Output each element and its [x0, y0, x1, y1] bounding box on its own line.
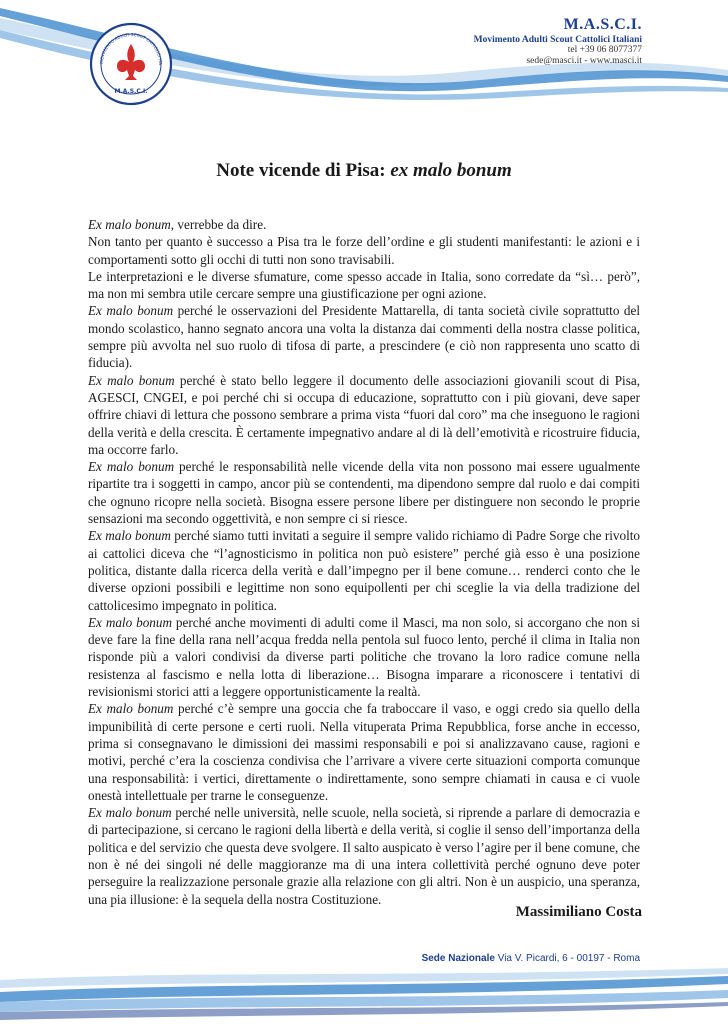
paragraph: [88, 233, 640, 268]
paragraph-text: perché le osservazioni del Presidente Mattarella, di tanta società civile soprattutto del mondo scolastico, hanno segnato ancora una volta la distanza dai commenti della nostra classe politica, sempre più avvolta nel suo ruolo di tifosa di parte, a prescindere (e ciò non rappresenta uno scatto di fiducia).: [88, 303, 640, 371]
document-title: [0, 160, 728, 182]
logo-label: M.A.S.C.I.: [114, 88, 148, 95]
paragraph: [88, 268, 640, 303]
paragraph: [88, 458, 640, 527]
article-body: [88, 216, 640, 908]
footer-label: Sede Nazionale: [421, 953, 495, 964]
paragraph-text: perché nelle università, nelle scuole, nella società, si riprende a parlare di democrazia e di partecipazione, si cercano le ragioni della libertà e della verità, si coglie il senso dell’importanza della politica e del servizio che questa deve svolgere. Il salto auspicato è verso l’agire per il bene comune, che non è né dei singoli né delle maggioranze ma di una intera collettività perché ognuno deve poter perseguire la realizzazione personale grazie alla relazione con gli altri. Non è un auspicio, una speranza, una pia illusione: è la sequela della nostra Costituzione.: [88, 805, 640, 907]
paragraph-lead: Ex malo bonum: [88, 459, 175, 475]
footer-address: [422, 953, 640, 964]
paragraph: [88, 527, 640, 613]
footer-address-text: Via V. Picardi, 6 - 00197 - Roma: [494, 953, 640, 964]
paragraph-text: perché anche movimenti di adulti come il Masci, ma non solo, si accorgano che non si deve fare la fine della rana nell’acqua fredda nella pentola sul fuoco lento, perché il clima in Italia non risponde più a valori condivisi da diverse parti politiche che trovano la loro radice comune nella resistenza al fascismo e nella lotta di liberazione… Bisogna imparare a riconoscere i tentativi di revisionismi storici atti a leggere opportunisticamente la realtà.: [88, 614, 641, 700]
paragraph-lead: Ex malo bonum: [88, 805, 172, 821]
paragraph: [88, 372, 640, 458]
paragraph-text: perché siamo tutti invitati a seguire il sempre valido richiamo di Padre Sorge che rivolto ai cattolici diceva che “l’agnosticismo in politica non può esistere” perché già esso è una posizione politica, distante dalla ricerca della verità e dall’impegno per il bene comune… renderci conto che le diverse opzioni possibili e legittime non sono equipollenti per chi sceglie la via della tradizione del cattolicesimo impegnato in politica.: [88, 528, 640, 613]
title-italic: ex malo bonum: [390, 160, 512, 181]
paragraph: [88, 614, 640, 700]
paragraph-lead: Ex malo bonum: [88, 303, 174, 319]
paragraph: [88, 216, 640, 233]
org-name: M.A.S.C.I.: [563, 16, 642, 33]
paragraph-lead: Ex malo bonum: [88, 217, 171, 232]
paragraph-lead: Ex malo bonum: [88, 372, 175, 388]
paragraph-text: perché è stato bello leggere il documento delle associazioni giovanili scout di Pisa, AGESCI, CNGEI, e poi perché chi si occupa di educazione, soprattutto con i più giovani, deve saper offrire chiavi di lettura che possono sembrare a prima vista “fuori dal coro” ma che inseguono le ragioni della verità e della crescita. È certamente impegnativo andare al di là dell’emotività e ricostruire fiducia, ma occorre farlo.: [88, 372, 640, 457]
paragraph-text: , verrebbe da dire.: [170, 217, 267, 232]
paragraph: [88, 804, 640, 908]
logo-ring-text: MOVIMENTO ADULTI SCOUT CATTOLICI ITA: [98, 31, 164, 66]
paragraph-lead: Ex malo bonum: [88, 614, 172, 630]
paragraph: [88, 302, 640, 371]
paragraph-text: perché c’è sempre una goccia che fa traboccare il vaso, e oggi credo sia quello della impunibilità di certe persone e certi ruoli. Nella vituperata Prima Repubblica, forse anche in eccesso, prima si consegnavano le dimissioni dei massimi responsabili e poi si analizzavano cause, ragioni e motivi, perché c’era la coscienza condivisa che l’arrivare a vivere certe situazioni comporta comunque una responsabilità: i vertici, direttamente o indirettamente, sono sempre chiamati in causa e ci vuole onestà intellettuale per trarne le conseguenze.: [88, 701, 640, 803]
paragraph-text: Non tanto per quanto è successo a Pisa tra le forze dell’ordine e gli studenti manifestanti: le azioni e i comportamenti sotto gli occhi di tutti non sono travisabili.: [88, 234, 640, 267]
org-contacts: sede@masci.it - www.masci.it: [526, 56, 642, 66]
paragraph-text: perché le responsabilità nelle vicende della vita non possono mai essere ugualmente ripartite tra i soggetti in campo, ancor più se contendenti, ma dipendono sempre dal ruolo e dai compiti che ognuno ricopre nella società. Bisogna essere persone libere per distinguere non secondo le proprie sensazioni ma secondo oggettività, e non sempre ci si riesce.: [88, 459, 640, 527]
org-full-name: Movimento Adulti Scout Cattolici Italiani: [473, 35, 642, 45]
masci-logo: [89, 22, 173, 106]
org-phone: tel +39 06 8077377: [567, 45, 642, 55]
paragraph-text: Le interpretazioni e le diverse sfumature, come spesso accade in Italia, sono corredate da “sì… però”, ma non mi sembra utile cercare sempre una giustificazione per ogni azione.: [88, 268, 640, 302]
organization-header: [474, 16, 642, 67]
signature: Massimiliano Costa: [515, 904, 642, 920]
paragraph-lead: Ex malo bonum: [88, 701, 174, 717]
paragraph: [88, 700, 640, 804]
paragraph-lead: Ex malo bonum: [88, 528, 171, 544]
title-prefix: Note vicende di Pisa:: [216, 160, 391, 181]
